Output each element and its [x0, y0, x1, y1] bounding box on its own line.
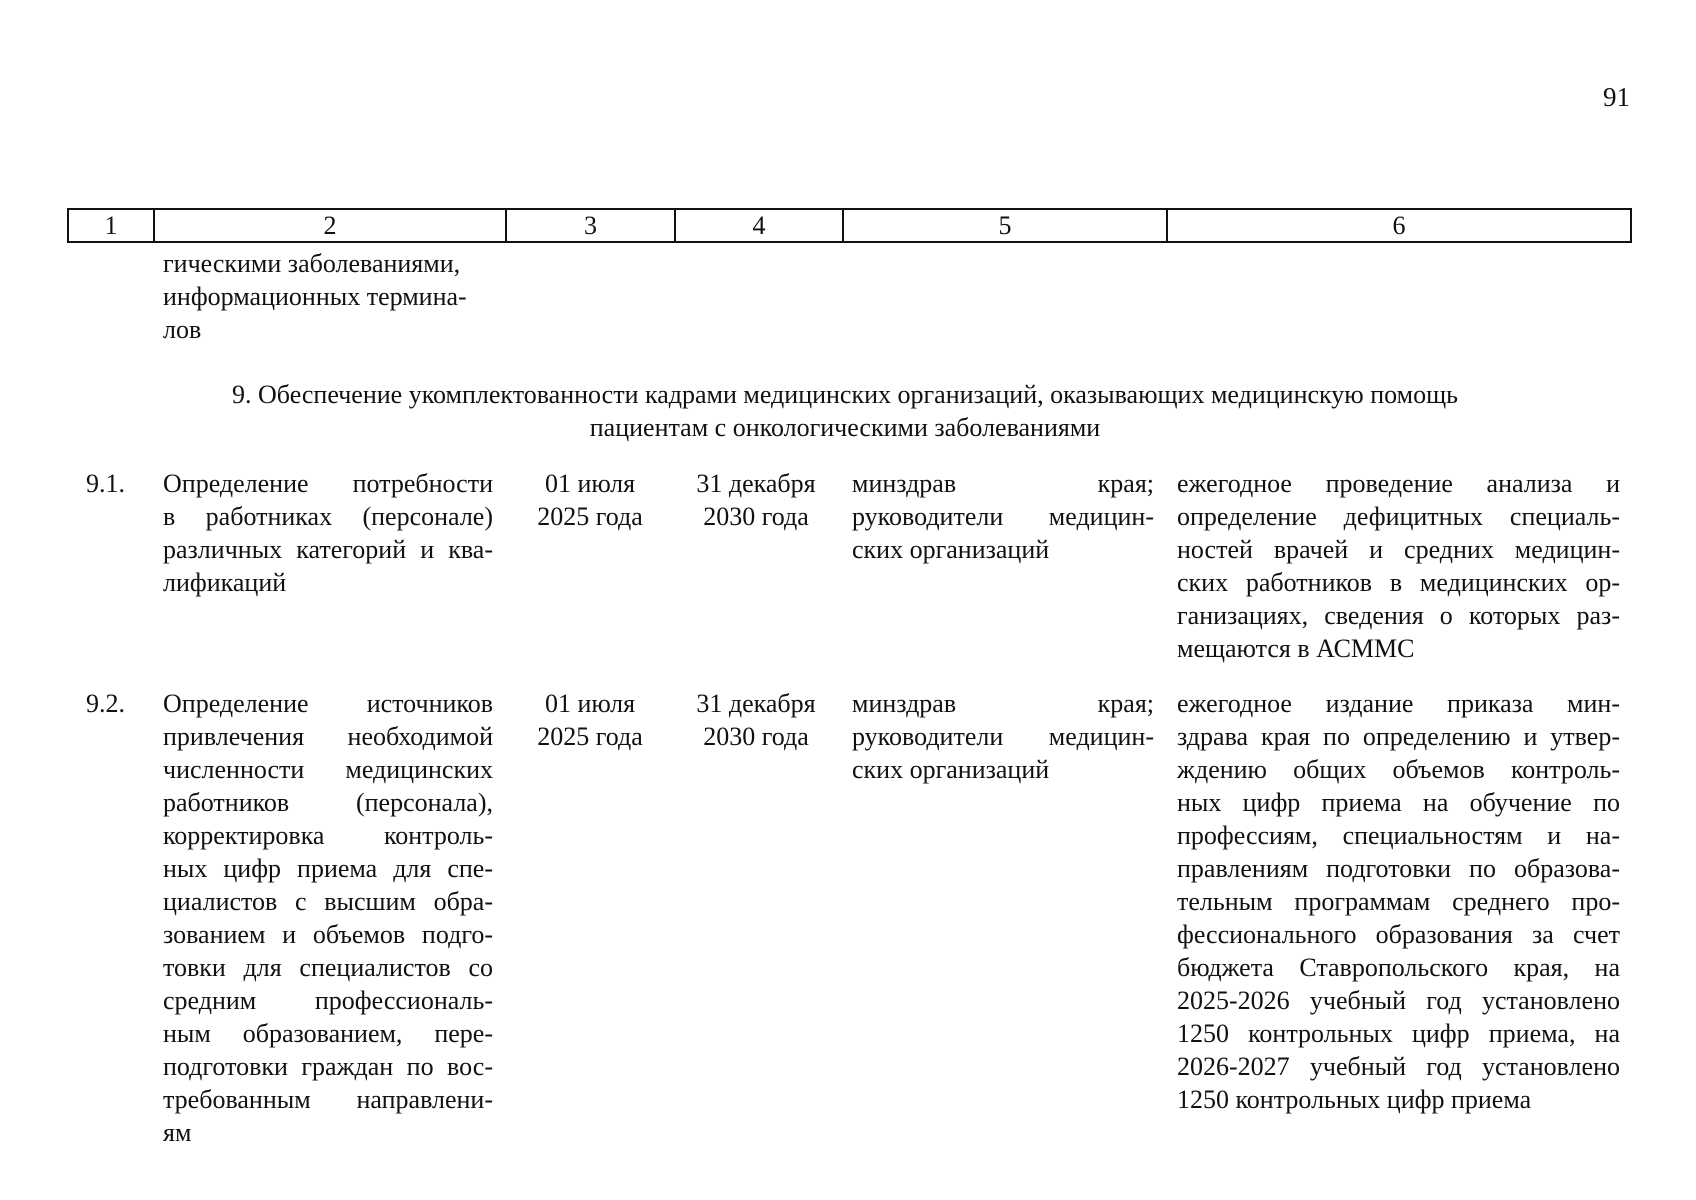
text-line: мещаются в АСММС: [1177, 634, 1415, 663]
column-number-4: 4: [675, 209, 843, 242]
text-line: 31 декабря: [696, 689, 816, 718]
text-line: товки для специалистов со: [163, 953, 493, 982]
start-date: [520, 687, 660, 753]
text-line: гическими заболеваниями,: [163, 249, 461, 278]
column-number-header: [67, 208, 1632, 243]
text-line: фессионального образования за счет: [1177, 920, 1620, 949]
text-line: 1250 контрольных цифр приема, на: [1177, 1019, 1620, 1048]
text-line: Определение потребности: [163, 469, 493, 498]
text-line: определение дефицитных специаль-: [1177, 502, 1620, 531]
text-line: работников (персонала),: [163, 788, 493, 817]
column-number-2: 2: [154, 209, 506, 242]
text-line: лификаций: [163, 568, 287, 597]
end-date: [686, 467, 826, 533]
text-line: Определение источников: [163, 689, 493, 718]
text-line: численности медицинских: [163, 755, 493, 784]
text-line: тельным программам среднего про-: [1177, 887, 1620, 916]
text-line: ганизациях, сведения о которых раз-: [1177, 601, 1620, 630]
item-number: 9.2.: [86, 689, 125, 718]
text-line: 2025-2026 учебный год установлено: [1177, 986, 1620, 1015]
text-line: ных цифр приема на обучение по: [1177, 788, 1620, 817]
text-line: лов: [163, 315, 202, 344]
text-line: ждению общих объемов контроль-: [1177, 755, 1620, 784]
text-line: средним профессиональ-: [163, 986, 493, 1015]
section-title-line: 9. Обеспечение укомплектованности кадрами медицинских организаций, оказывающих медицинскую помощь: [232, 380, 1458, 409]
expected-result: [1177, 467, 1620, 665]
column-number-6: 6: [1167, 209, 1631, 242]
text-line: ям: [163, 1118, 192, 1147]
text-line: требованным направлени-: [163, 1085, 493, 1114]
text-line: минздрав края;: [852, 469, 1154, 498]
text-line: ских организаций: [852, 535, 1050, 564]
text-line: 2026-2027 учебный год установлено: [1177, 1052, 1620, 1081]
text-line: 2030 года: [703, 502, 809, 531]
text-line: правлениям подготовки по образова-: [1177, 854, 1620, 883]
item-description: [163, 467, 493, 599]
text-line: привлечения необходимой: [163, 722, 493, 751]
text-line: 01 июля: [544, 469, 636, 498]
text-line: в работниках (персонале): [163, 502, 493, 531]
page-number: 91: [1603, 82, 1630, 112]
text-line: руководители медицин-: [852, 722, 1154, 751]
text-line: 31 декабря: [696, 469, 816, 498]
section-title-line: пациентам с онкологическими заболеваниями: [589, 413, 1101, 442]
text-line: 2030 года: [703, 722, 809, 751]
text-line: 01 июля: [544, 689, 636, 718]
text-line: информационных термина-: [163, 282, 467, 311]
column-number-5: 5: [843, 209, 1167, 242]
text-line: ежегодное издание приказа мин-: [1177, 689, 1620, 718]
item-number: 9.1.: [86, 469, 125, 498]
text-line: профессиям, специальностям и на-: [1177, 821, 1620, 850]
text-line: различных категорий и ква-: [163, 535, 493, 564]
continued-text: [163, 247, 493, 346]
text-line: 2025 года: [537, 722, 643, 751]
responsible-parties: [852, 467, 1154, 566]
text-line: зованием и объемов подго-: [163, 920, 493, 949]
text-line: бюджета Ставропольского края, на: [1177, 953, 1620, 982]
text-line: минздрав края;: [852, 689, 1154, 718]
text-line: корректировка контроль-: [163, 821, 493, 850]
text-line: ным образованием, пере-: [163, 1019, 493, 1048]
text-line: 1250 контрольных цифр приема: [1177, 1085, 1532, 1114]
text-line: ностей врачей и средних медицин-: [1177, 535, 1620, 564]
expected-result: [1177, 687, 1620, 1116]
text-line: руководители медицин-: [852, 502, 1154, 531]
responsible-parties: [852, 687, 1154, 786]
text-line: здрава края по определению и утвер-: [1177, 722, 1620, 751]
column-number-1: 1: [68, 209, 154, 242]
start-date: [520, 467, 660, 533]
text-line: ских работников в медицинских ор-: [1177, 568, 1620, 597]
text-line: 2025 года: [537, 502, 643, 531]
text-line: подготовки граждан по вос-: [163, 1052, 493, 1081]
column-number-3: 3: [506, 209, 675, 242]
text-line: ежегодное проведение анализа и: [1177, 469, 1620, 498]
text-line: циалистов с высшим обра-: [163, 887, 493, 916]
section-title: [140, 378, 1550, 444]
text-line: ных цифр приема для спе-: [163, 854, 493, 883]
end-date: [686, 687, 826, 753]
text-line: ских организаций: [852, 755, 1050, 784]
item-description: [163, 687, 493, 1149]
